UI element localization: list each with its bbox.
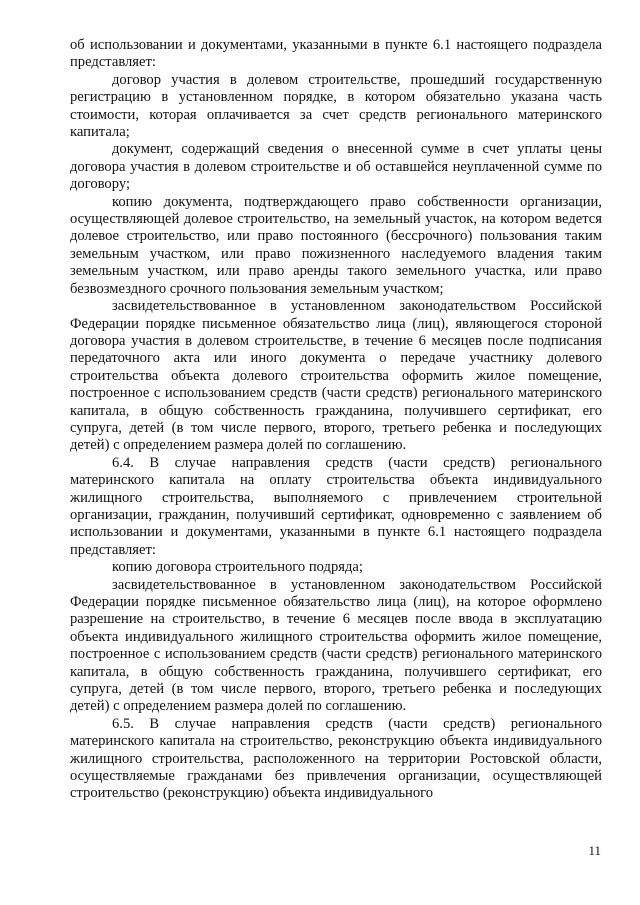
paragraph-equity-contract: договор участия в долевом строительстве, прошедший государственную регистрацию в установленном порядке, в котором обязательно указана часть стоимости, которая оплачивается за счет средств регионального материнского капитала; (70, 71, 602, 141)
document-body (70, 37, 602, 803)
paragraph-land-rights: копию документа, подтверждающего право собственности организации, осуществляющей долевое строительство, на земельный участок, на котором ведется долевое строительство, или право постоянного (бессрочного) пользования таким земельным участком, или право пожизненного наследуемого владения таким земельным участком, или право аренды такого земельного участка, или право безвозмездного срочного пользования земельным участком; (70, 193, 602, 297)
paragraph-clause-6-4: 6.4. В случае направления средств (части средств) регионального материнского капитала на оплату строительства объекта индивидуального жилищного строительства, выполняемого с привлечением строительной организации, гражданин, получивший сертификат, одновременно с заявлением об использовании и документами, указанными в пункте 6.1 настоящего подраздела представляет: (70, 454, 602, 558)
paragraph-clause-6-5: 6.5. В случае направления средств (части средств) регионального материнского капитала на строительство, реконструкцию объекта индивидуального жилищного строительства, расположенного на территории Ростовской области, осуществляемые гражданами без привлечения организации, осуществляющей строительство (реконструкцию) объекта индивидуального (70, 715, 602, 802)
page-number: 11 (588, 843, 601, 858)
paragraph-continuation: об использовании и документами, указанными в пункте 6.1 настоящего подраздела представляет: (70, 37, 602, 71)
paragraph-obligation-construction: засвидетельствованное в установленном законодательством Российской Федерации порядке письменное обязательство лица (лиц), на которое оформлено разрешение на строительство, в течение 6 месяцев после ввода в эксплуатацию объекта индивидуального жилищного строительства оформить жилое помещение, построенное с использованием средств (части средств) регионального материнского капитала, в общую собственность гражданина, получившего сертификат, его супруга, детей (в том числе первого, второго, третьего ребенка и последующих детей) с определением размера долей по соглашению. (70, 576, 602, 715)
paragraph-obligation-equity: засвидетельствованное в установленном законодательством Российской Федерации порядке письменное обязательство лица (лиц), являющегося стороной договора участия в долевом строительстве, в течение 6 месяцев после подписания передаточного акта или иного документа о передаче участнику долевого строительства объекта долевого строительства оформить жилое помещение, построенное с использованием средств (части средств) регионального материнского капитала, в общую собственность гражданина, получившего сертификат, его супруга, детей (в том числе первого, второго, третьего ребенка и последующих детей) с определением размера долей по соглашению. (70, 298, 602, 454)
paragraph-payment-document: документ, содержащий сведения о внесенной сумме в счет уплаты цены договора участия в долевом строительстве и об оставшейся неуплаченной сумме по договору; (70, 141, 602, 193)
paragraph-construction-contract: копию договора строительного подряда; (112, 559, 363, 576)
